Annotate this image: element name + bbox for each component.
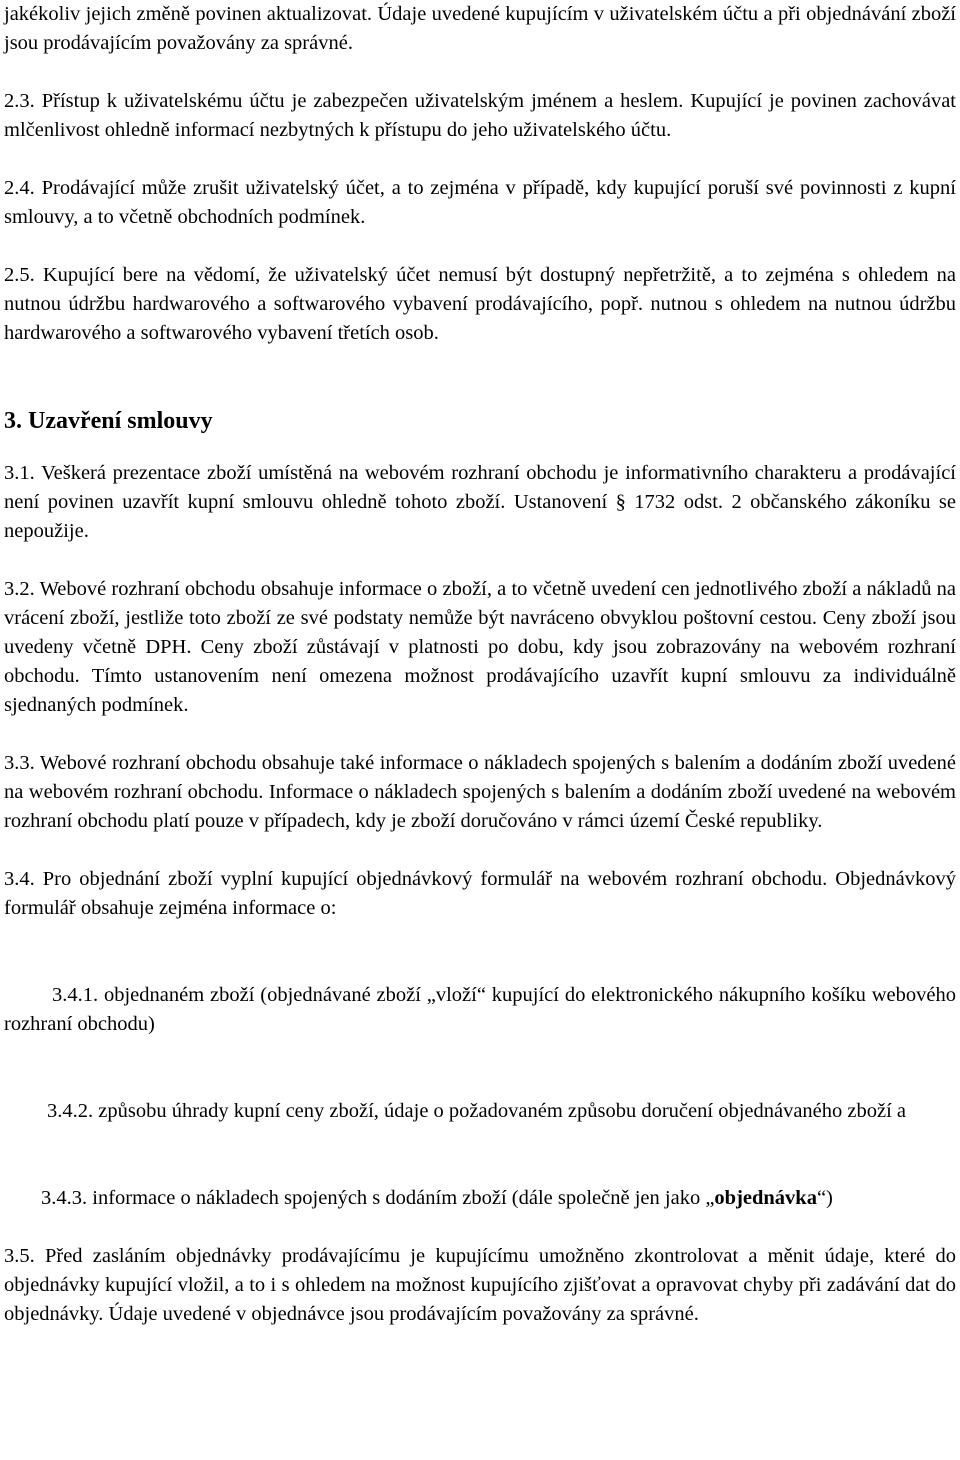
paragraph-3-2: 3.2. Webové rozhraní obchodu obsahuje informace o zboží, a to včetně uvedení cen jednotlivého zboží a nákladů na vrácení zboží, jestliže toto zboží ze své podstaty nemůže být navráceno obvyklou poštovní cestou. Ceny zboží jsou uvedeny včetně DPH. Ceny zboží zůstávají v platnosti po dobu, kdy jsou zobrazovány na webovém rozhraní obchodu. Tímto ustanovením není omezena možnost prodávajícího uzavřít kupní smlouvu za individuálně sjednaných podmínek. bbox=[4, 578, 956, 716]
paragraph-3-4-2: 3.4.2. způsobu úhrady kupní ceny zboží, údaje o požadovaném způsobu doručení objednávaného zboží a bbox=[47, 1100, 907, 1122]
section-heading-3: 3. Uzavření smlouvy bbox=[4, 408, 213, 434]
paragraph-account-update: jakékoliv jejich změně povinen aktualizovat. Údaje uvedené kupujícím v uživatelském účtu a při objednávání zboží jsou prodávajícím považovány za správné. bbox=[4, 3, 956, 54]
paragraph-3-1: 3.1. Veškerá prezentace zboží umístěná na webovém rozhraní obchodu je informativního charakteru a prodávající není povinen uzavřít kupní smlouvu ohledně tohoto zboží. Ustanovení § 1732 odst. 2 občanského zákoníku se nepoužije. bbox=[4, 462, 956, 542]
paragraph-3-5: 3.5. Před zasláním objednávky prodávajícímu je kupujícímu umožněno zkontrolovat a měnit údaje, které do objednávky kupující vložil, a to i s ohledem na možnost kupujícího zjišťovat a opravovat chyby při zadávání dat do objednávky. Údaje uvedené v objednávce jsou prodávajícím považovány za správné. bbox=[4, 1245, 956, 1325]
paragraph-3-4-3 bbox=[4, 1184, 956, 1213]
paragraph-2-5: 2.5. Kupující bere na vědomí, že uživatelský účet nemusí být dostupný nepřetržitě, a to zejména s ohledem na nutnou údržbu hardwarového a softwarového vybavení prodávajícího, popř. nutnou s ohledem na nutnou údržbu hardwarového a softwarového vybavení třetích osob. bbox=[4, 264, 956, 344]
paragraph-3-3: 3.3. Webové rozhraní obchodu obsahuje také informace o nákladech spojených s balením a dodáním zboží uvedené na webovém rozhraní obchodu. Informace o nákladech spojených s balením a dodáním zboží uvedené na webovém rozhraní obchodu platí pouze v případech, kdy je zboží doručováno v rámci území České republiky. bbox=[4, 752, 956, 832]
paragraph-3-4: 3.4. Pro objednání zboží vyplní kupující objednávkový formulář na webovém rozhraní obchodu. Objednávkový formulář obsahuje zejména informace o: bbox=[4, 868, 956, 919]
paragraph-3-4-3-text: 3.4.3. informace o nákladech spojených s dodáním zboží (dále společně jen jako „ bbox=[41, 1187, 715, 1209]
paragraph-3-4-1: 3.4.1. objednaném zboží (objednávané zboží „vloží“ kupující do elektronického nákupního košíku webového rozhraní obchodu) bbox=[4, 984, 956, 1035]
term-objednavka: objednávka bbox=[714, 1187, 817, 1209]
paragraph-3-4-3-close: “) bbox=[816, 1187, 833, 1209]
paragraph-2-3: 2.3. Přístup k uživatelskému účtu je zabezpečen uživatelským jménem a heslem. Kupující je povinen zachovávat mlčenlivost ohledně informací nezbytných k přístupu do jeho uživatelského účtu. bbox=[4, 90, 956, 141]
paragraph-2-4: 2.4. Prodávající může zrušit uživatelský účet, a to zejména v případě, kdy kupující poruší své povinnosti z kupní smlouvy, a to včetně obchodních podmínek. bbox=[4, 177, 956, 228]
